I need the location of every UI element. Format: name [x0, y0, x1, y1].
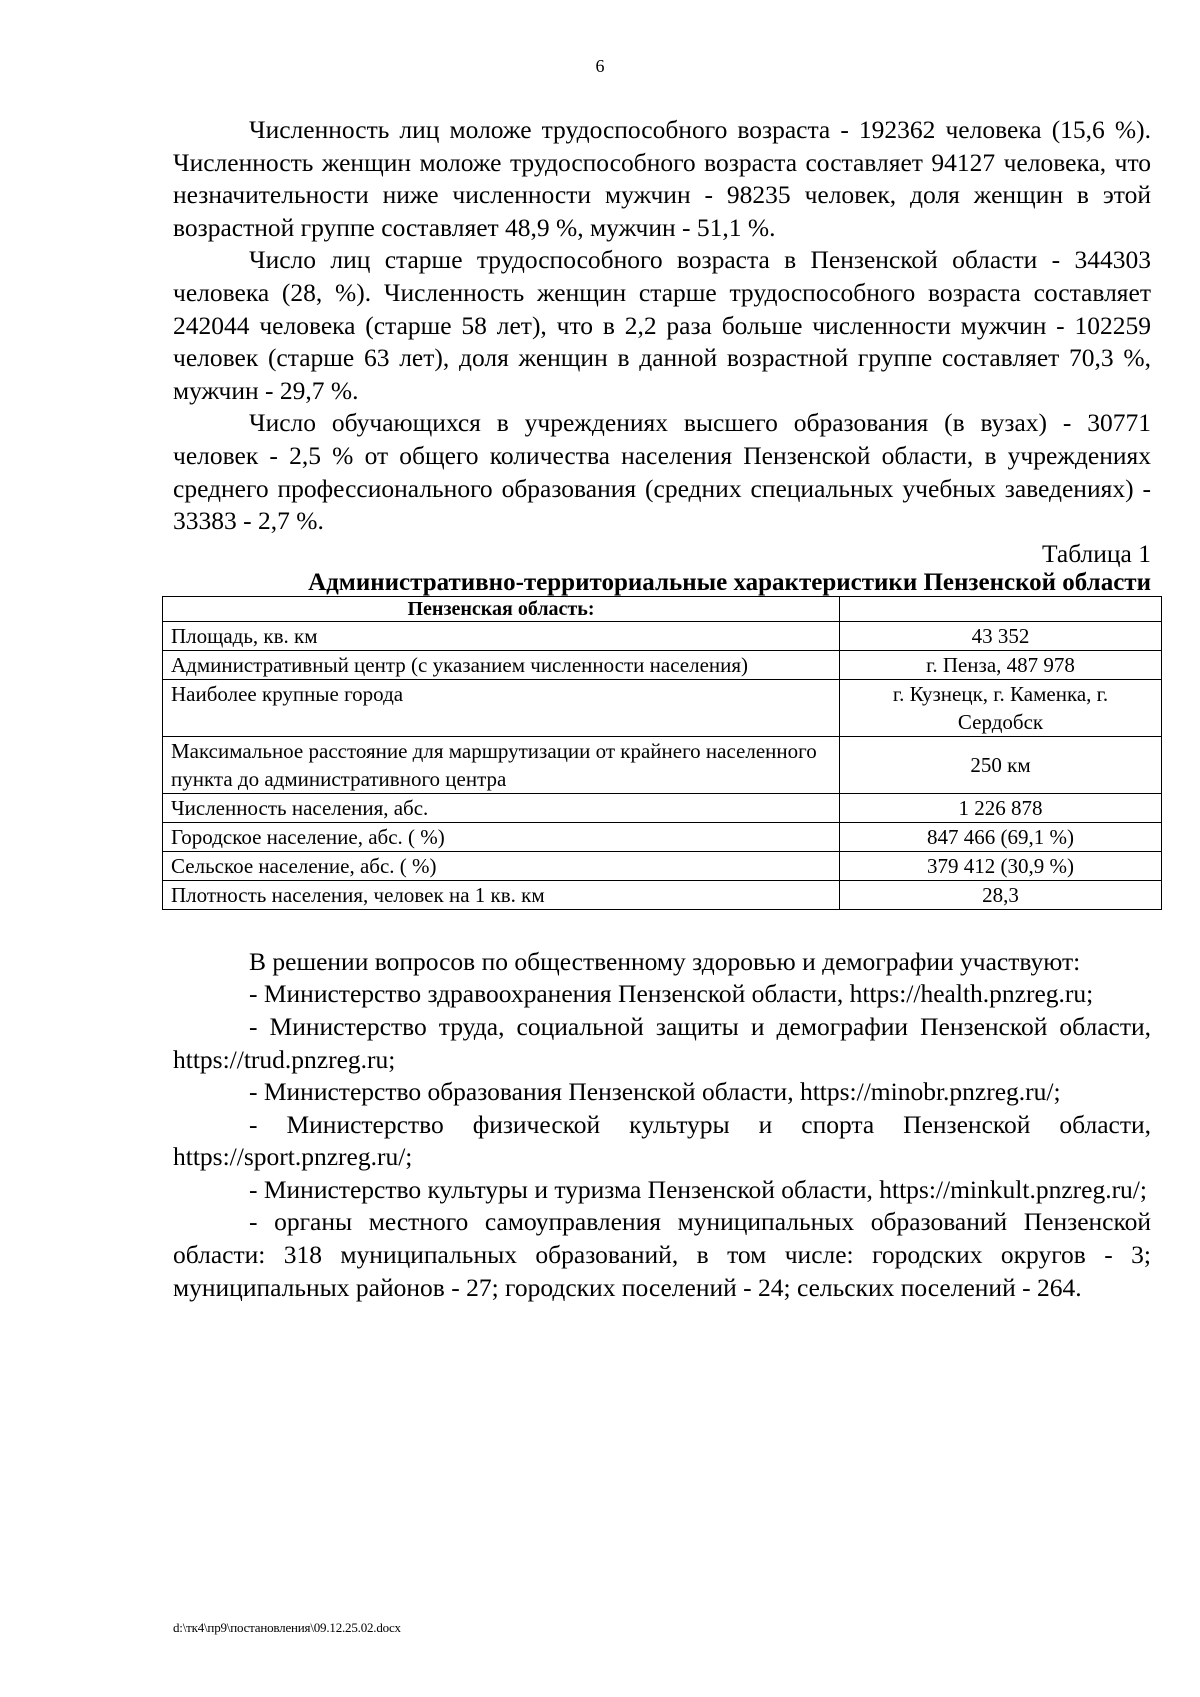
list-item-sport-ministry: - Министерство физической культуры и спорта Пензенской области, https://sport.pnzreg.ru/; [173, 1109, 1151, 1172]
table-row [163, 621, 1162, 650]
table-row [163, 822, 1162, 851]
list-item-culture-ministry: - Министерство культуры и туризма Пензенской области, https://minkult.pnzreg.ru/; [249, 1174, 1147, 1204]
row-value: 1 226 878 [840, 793, 1162, 822]
paragraph-participants-intro: В решении вопросов по общественному здоровью и демографии участвуют: [249, 946, 1081, 976]
row-name: Численность населения, абс. [163, 793, 840, 822]
table-header-row [163, 596, 1162, 621]
footer-file-path: d:\тк4\пр9\постановления\09.12.25.02.docx [173, 1620, 401, 1635]
row-name: Сельское население, абс. ( %) [163, 851, 840, 880]
table-row [163, 679, 1162, 736]
table-title: Административно-территориальные характеристики Пензенской области [308, 568, 1151, 596]
table-row [163, 880, 1162, 909]
row-name: Городское население, абс. ( %) [163, 822, 840, 851]
table-row [163, 851, 1162, 880]
row-value: г. Кузнецк, г. Каменка, г. Сердобск [840, 679, 1162, 736]
list-item-labor-ministry: - Министерство труда, социальной защиты и демографии Пензенской области, https://trud.pnzreg.ru; [173, 1011, 1151, 1074]
row-name: Площадь, кв. км [163, 621, 840, 650]
table-header-empty [840, 596, 1162, 621]
page-number: 6 [595, 56, 605, 76]
paragraph-elderly-population: Число лиц старше трудоспособного возраста в Пензенской области - 344303 человека (28, %). Численность женщин старше трудоспособного возраста составляет 242044 человека (старше 58 лет), что в 2,2 раза больше численности мужчин - 102259 человек (старше 63 лет), доля женщин в данной возрастной группе составляет 70,3 %, мужчин - 29,7 %. [173, 245, 1151, 405]
row-value: 43 352 [840, 621, 1162, 650]
table-row [163, 736, 1162, 793]
row-value: г. Пенза, 487 978 [840, 650, 1162, 679]
row-value: 250 км [840, 736, 1162, 793]
table-label: Таблица 1 [1041, 538, 1151, 568]
table-header-region: Пензенская область: [163, 596, 840, 621]
row-value: 847 466 (69,1 %) [840, 822, 1162, 851]
table-row [163, 650, 1162, 679]
row-name: Плотность населения, человек на 1 кв. км [163, 880, 840, 909]
document-body [173, 114, 1151, 1304]
participants-section [173, 946, 1151, 1305]
row-name: Административный центр (с указанием численности населения) [163, 650, 840, 679]
list-item-education-ministry: - Министерство образования Пензенской области, https://minobr.pnzreg.ru/; [249, 1077, 1061, 1107]
characteristics-table [162, 596, 1162, 910]
table-row [163, 793, 1162, 822]
list-item-local-government: - органы местного самоуправления муниципальных образований Пензенской области: 318 муниципальных образований, в том числе: городских округов - 3; муниципальных районов - 27; городских поселений - 24; сельских поселений - 264. [173, 1207, 1151, 1302]
paragraph-youth-population: Численность лиц моложе трудоспособного возраста - 192362 человека (15,6 %). Численность женщин моложе трудоспособного возраста составляет 94127 человека, что незначительности ниже численности мужчин - 98235 человек, доля женщин в этой возрастной группе составляет 48,9 %, мужчин - 51,1 %. [173, 115, 1151, 242]
row-name: Максимальное расстояние для маршрутизации от крайнего населенного пункта до административного центра [163, 736, 840, 793]
row-value: 28,3 [840, 880, 1162, 909]
row-value: 379 412 (30,9 %) [840, 851, 1162, 880]
paragraph-students: Число обучающихся в учреждениях высшего образования (в вузах) - 30771 человек - 2,5 % от общего количества населения Пензенской области, в учреждениях среднего профессионального образования (средних специальных учебных заведениях) - 33383 - 2,7 %. [173, 408, 1151, 536]
list-item-health-ministry: - Министерство здравоохранения Пензенской области, https://health.pnzreg.ru; [249, 979, 1094, 1009]
row-name: Наиболее крупные города [163, 679, 840, 736]
